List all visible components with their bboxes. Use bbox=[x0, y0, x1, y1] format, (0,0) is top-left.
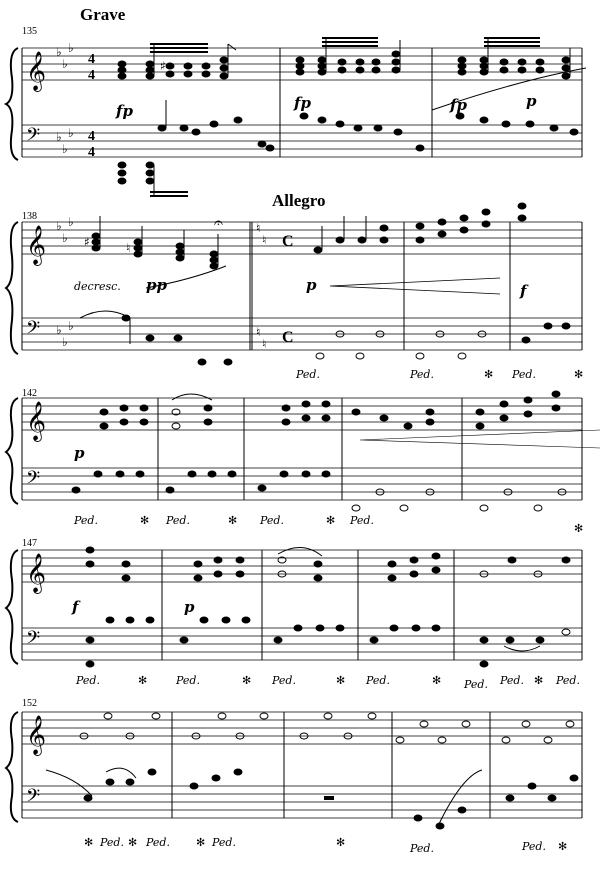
pedal-release: ✻ bbox=[84, 836, 94, 849]
slur bbox=[278, 547, 322, 556]
svg-text:♮: ♮ bbox=[256, 221, 261, 235]
key-change-naturals bbox=[256, 221, 266, 351]
pedal-marking: Ped. bbox=[176, 674, 200, 687]
measure-number-138: 138 bbox=[22, 211, 37, 222]
system-5 bbox=[6, 698, 582, 855]
svg-text:♭: ♭ bbox=[68, 215, 74, 229]
pedal-marking: Ped. bbox=[74, 514, 98, 527]
bass-staff bbox=[22, 628, 582, 660]
dynamic-fp: fp bbox=[450, 96, 467, 114]
bass-staff bbox=[22, 318, 582, 350]
crescendo-hairpin bbox=[360, 430, 600, 448]
treble-clef: 𝄞 bbox=[26, 553, 47, 593]
natural-accidental: ♮ bbox=[126, 241, 131, 255]
common-time: C bbox=[282, 233, 294, 250]
dynamic-p: p bbox=[74, 444, 85, 462]
time-signature bbox=[88, 52, 95, 160]
svg-text:♭: ♭ bbox=[68, 41, 74, 55]
pedal-marking: Ped. bbox=[522, 840, 546, 853]
bass-notes-system-1 bbox=[118, 100, 578, 196]
treble-clef: 𝄞 bbox=[26, 715, 47, 755]
pedal-release: ✻ bbox=[228, 514, 238, 527]
pedal-release: ✻ bbox=[534, 674, 544, 687]
svg-text:4: 4 bbox=[88, 129, 95, 144]
bass-clef: 𝄢 bbox=[26, 318, 41, 343]
svg-text:4: 4 bbox=[88, 68, 95, 83]
pedal-marking: Ped. bbox=[464, 678, 488, 691]
bass-notes-system-3 bbox=[72, 471, 566, 511]
treble-clef: 𝄞 bbox=[26, 401, 47, 441]
pedal-marking: Ped. bbox=[260, 514, 284, 527]
treble-notes-m135 bbox=[118, 44, 236, 79]
pedal-release: ✻ bbox=[432, 674, 442, 687]
slur bbox=[106, 768, 136, 778]
bass-notes-allegro bbox=[316, 323, 570, 359]
expression-decresc: decresc. bbox=[74, 280, 121, 293]
pedal-release: ✻ bbox=[558, 840, 568, 853]
pedal-marking: Ped. bbox=[166, 514, 190, 527]
bass-clef: 𝄢 bbox=[26, 125, 41, 150]
sharp-accidental: ♯ bbox=[84, 235, 90, 249]
pedal-marking: Ped. bbox=[350, 514, 374, 527]
measure-number-152: 152 bbox=[22, 698, 37, 709]
system-4 bbox=[6, 538, 582, 691]
dynamic-p: p bbox=[184, 598, 195, 616]
pedal-release: ✻ bbox=[574, 522, 584, 535]
bass-clef: 𝄢 bbox=[26, 468, 41, 493]
svg-text:♭: ♭ bbox=[68, 126, 74, 140]
pedal-marking: Ped. bbox=[272, 674, 296, 687]
treble-notes-allegro bbox=[314, 203, 526, 253]
tempo-grave: Grave bbox=[80, 5, 126, 24]
treble-notes-m138 bbox=[92, 216, 218, 269]
svg-text:♭: ♭ bbox=[62, 335, 68, 349]
pedal-release: ✻ bbox=[574, 368, 584, 381]
pedal-marking: Ped. bbox=[100, 836, 124, 849]
measure-number-147: 147 bbox=[22, 538, 37, 549]
dynamic-p: p bbox=[306, 276, 317, 294]
svg-text:♭: ♭ bbox=[62, 57, 68, 71]
pedal-release: ✻ bbox=[128, 836, 138, 849]
slur bbox=[504, 646, 540, 651]
pedal-release: ✻ bbox=[336, 674, 346, 687]
pedal-marking: Ped. bbox=[212, 836, 236, 849]
pedal-marking: Ped. bbox=[296, 368, 320, 381]
system-1 bbox=[6, 5, 586, 196]
svg-text:♭: ♭ bbox=[62, 231, 68, 245]
pedal-marking: Ped. bbox=[76, 674, 100, 687]
pedal-marking: Ped. bbox=[410, 842, 434, 855]
pedal-release: ✻ bbox=[242, 674, 252, 687]
bass-clef: 𝄢 bbox=[26, 628, 41, 653]
system-3 bbox=[6, 388, 600, 535]
bass-notes-m138 bbox=[122, 315, 232, 365]
slur bbox=[46, 770, 92, 796]
treble-clef: 𝄞 bbox=[26, 51, 47, 91]
pedal-release: ✻ bbox=[326, 514, 336, 527]
grand-staff-brace bbox=[6, 712, 18, 822]
grand-staff-brace bbox=[6, 222, 18, 354]
pedal-release: ✻ bbox=[484, 368, 494, 381]
fermata: 𝄐 bbox=[214, 213, 223, 232]
bass-staff bbox=[22, 786, 582, 818]
pedal-release: ✻ bbox=[138, 674, 148, 687]
treble-staff bbox=[22, 550, 582, 582]
svg-text:4: 4 bbox=[88, 145, 95, 160]
pedal-marking: Ped. bbox=[556, 674, 580, 687]
svg-text:♭: ♭ bbox=[56, 219, 62, 233]
treble-notes-system-4 bbox=[86, 547, 570, 581]
dynamic-p: p bbox=[526, 92, 537, 110]
pedal-marking: Ped. bbox=[146, 836, 170, 849]
pedal-marking: Ped. bbox=[410, 368, 434, 381]
pedal-marking: Ped. bbox=[500, 674, 524, 687]
svg-text:♭: ♭ bbox=[56, 45, 62, 59]
treble-notes-system-3 bbox=[100, 391, 560, 429]
svg-text:♮: ♮ bbox=[256, 325, 261, 339]
svg-text:4: 4 bbox=[88, 52, 95, 67]
crescendo-hairpin bbox=[330, 278, 500, 294]
dynamic-f: f bbox=[72, 598, 79, 616]
slur bbox=[172, 394, 212, 400]
measure-number-135: 135 bbox=[22, 26, 37, 37]
pedal-release: ✻ bbox=[196, 836, 206, 849]
pedal-marking: Ped. bbox=[512, 368, 536, 381]
treble-clef: 𝄞 bbox=[26, 225, 47, 265]
treble-notes-m136 bbox=[296, 38, 400, 75]
grand-staff-brace bbox=[6, 550, 18, 664]
dynamic-f: f bbox=[520, 282, 527, 300]
measure-number-142: 142 bbox=[22, 388, 37, 399]
pedal-release: ✻ bbox=[140, 514, 150, 527]
svg-text:♭: ♭ bbox=[68, 319, 74, 333]
system-2 bbox=[6, 191, 583, 381]
tempo-allegro: Allegro bbox=[272, 191, 326, 210]
dynamic-fp: fp bbox=[116, 102, 133, 120]
bass-clef: 𝄢 bbox=[26, 786, 41, 811]
pedal-marking: Ped. bbox=[366, 674, 390, 687]
pedal-release: ✻ bbox=[336, 836, 346, 849]
dynamic-pp: pp bbox=[146, 276, 167, 294]
bass-notes-system-4 bbox=[86, 617, 570, 667]
svg-text:♭: ♭ bbox=[56, 130, 62, 144]
bass-staff bbox=[22, 125, 582, 157]
grand-staff-brace bbox=[6, 398, 18, 504]
svg-text:♭: ♭ bbox=[62, 142, 68, 156]
treble-staff bbox=[22, 222, 582, 254]
common-time: C bbox=[282, 329, 294, 346]
grand-staff-brace bbox=[6, 48, 18, 160]
sharp-accidental: ♯ bbox=[160, 59, 166, 73]
whole-rest bbox=[324, 796, 334, 800]
svg-text:♭: ♭ bbox=[56, 323, 62, 337]
svg-text:♮: ♮ bbox=[262, 337, 267, 351]
svg-text:♮: ♮ bbox=[262, 233, 267, 247]
dynamic-fp: fp bbox=[294, 94, 311, 112]
treble-notes-m137 bbox=[458, 38, 570, 79]
